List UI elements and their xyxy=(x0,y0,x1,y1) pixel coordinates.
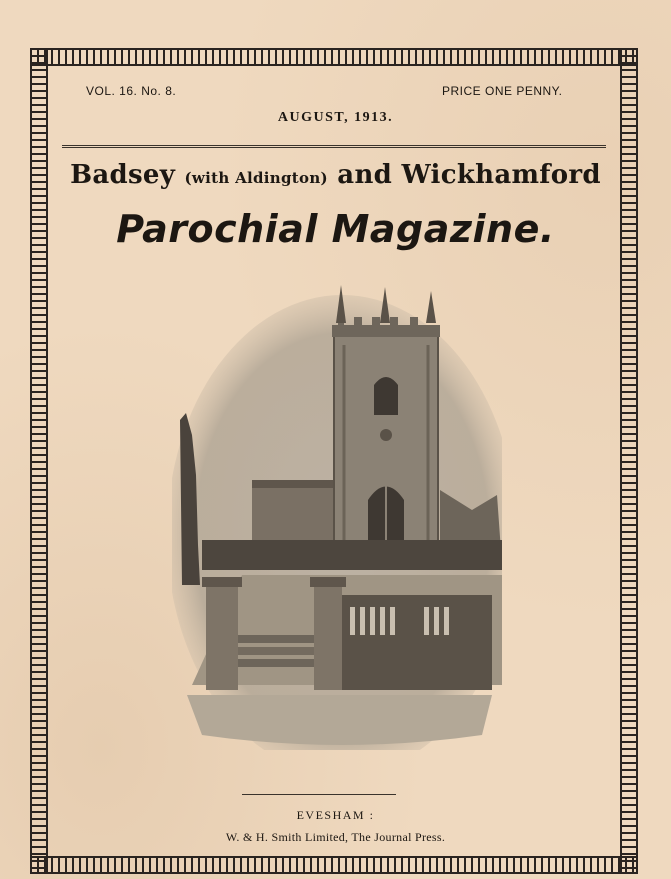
imprint-rule xyxy=(242,794,396,795)
masthead-badsey: Badsey xyxy=(70,160,176,190)
decorative-border-bottom xyxy=(30,856,638,874)
masthead-aldington: (with Aldington) xyxy=(184,169,328,187)
volume-number: VOL. 16. No. 8. xyxy=(86,84,177,98)
issue-date: AUGUST, 1913. xyxy=(277,110,394,125)
masthead-line-2: Parochial Magazine. xyxy=(116,207,555,251)
church-photograph xyxy=(172,285,502,750)
masthead-wickhamford: and Wickhamford xyxy=(337,160,601,190)
decorative-border-top xyxy=(30,48,638,66)
header-rule xyxy=(62,145,606,148)
imprint-place: EVESHAM : xyxy=(296,808,375,822)
imprint-publisher: W. & H. Smith Limited, The Journal Press. xyxy=(225,830,446,844)
price-label: PRICE ONE PENNY. xyxy=(442,84,563,98)
masthead-line-1 xyxy=(0,160,671,190)
